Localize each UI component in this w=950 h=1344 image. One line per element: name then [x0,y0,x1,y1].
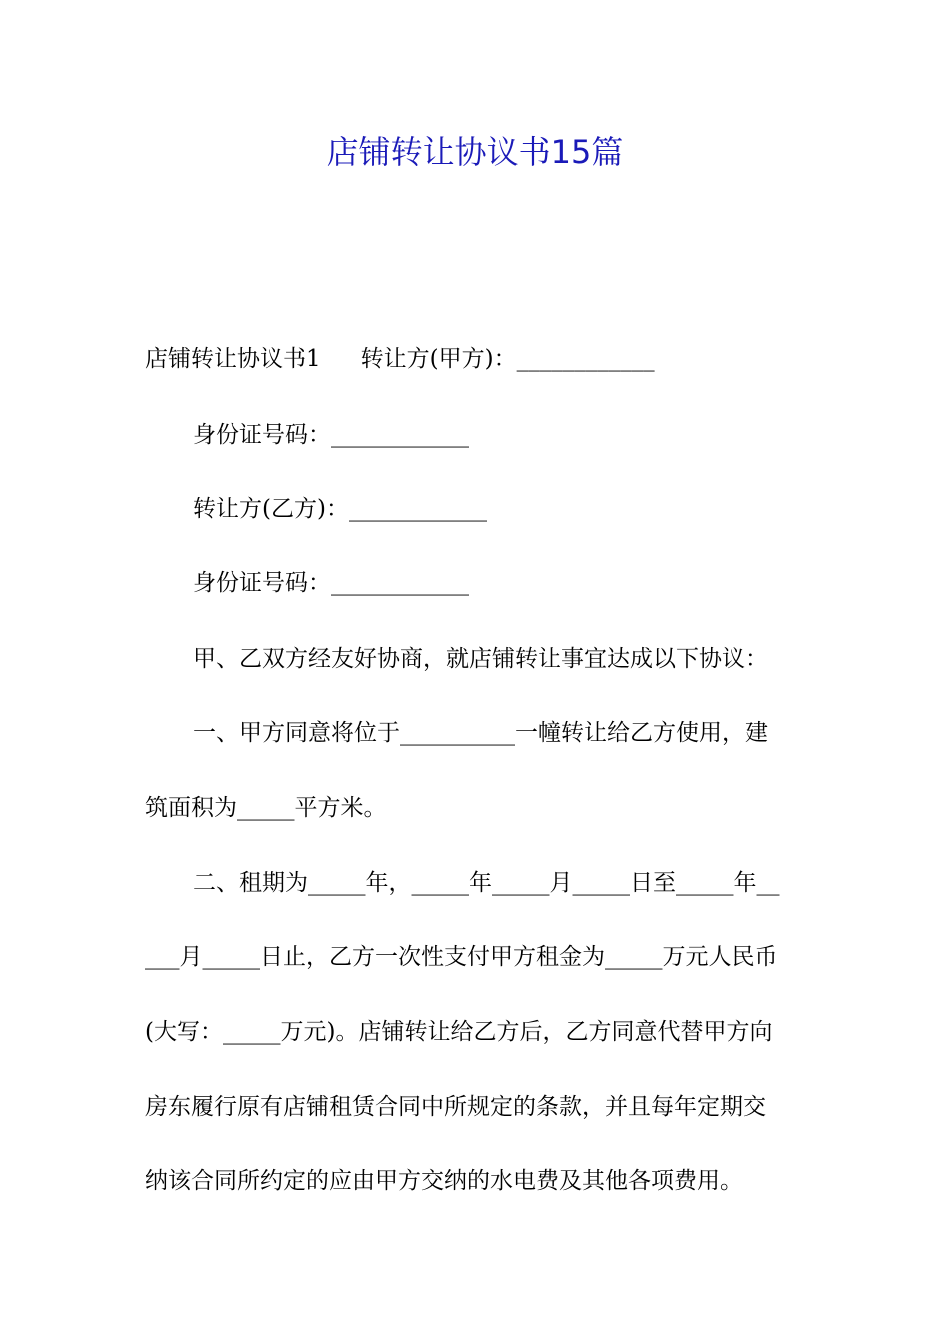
intro-paragraph: 甲、乙双方经友好协商，就店铺转让事宜达成以下协议： [193,646,768,672]
party-a-line: 转让方(甲方)：____________ [360,346,655,372]
clause2-line4: 房东履行原有店铺租赁合同中所规定的条款，并且每年定期交 [145,1094,766,1120]
party-b-line: 转让方(乙方)：____________ [193,496,487,522]
clause1-line1: 一、甲方同意将位于__________一幢转让给乙方使用，建 [193,720,768,746]
clause2-line1: 二、租期为_____年，_____年_____月_____日至_____年__ [193,870,780,896]
document-title: 店铺转让协议书15篇 [326,133,624,171]
agreement-heading-label: 店铺转让协议书1 [145,346,321,372]
id-b-line: 身份证号码：____________ [193,570,469,596]
clause2-line2: ___月_____日止，乙方一次性支付甲方租金为_____万元人民币 [145,944,778,970]
heading-line [145,339,807,379]
id-a-line: 身份证号码：____________ [193,422,469,448]
clause1-line2: 筑面积为_____平方米。 [145,795,387,821]
clause2-line3: (大写：_____万元)。店铺转让给乙方后，乙方同意代替甲方向 [145,1019,773,1045]
clause2-line5: 纳该合同所约定的应由甲方交纳的水电费及其他各项费用。 [145,1168,743,1194]
